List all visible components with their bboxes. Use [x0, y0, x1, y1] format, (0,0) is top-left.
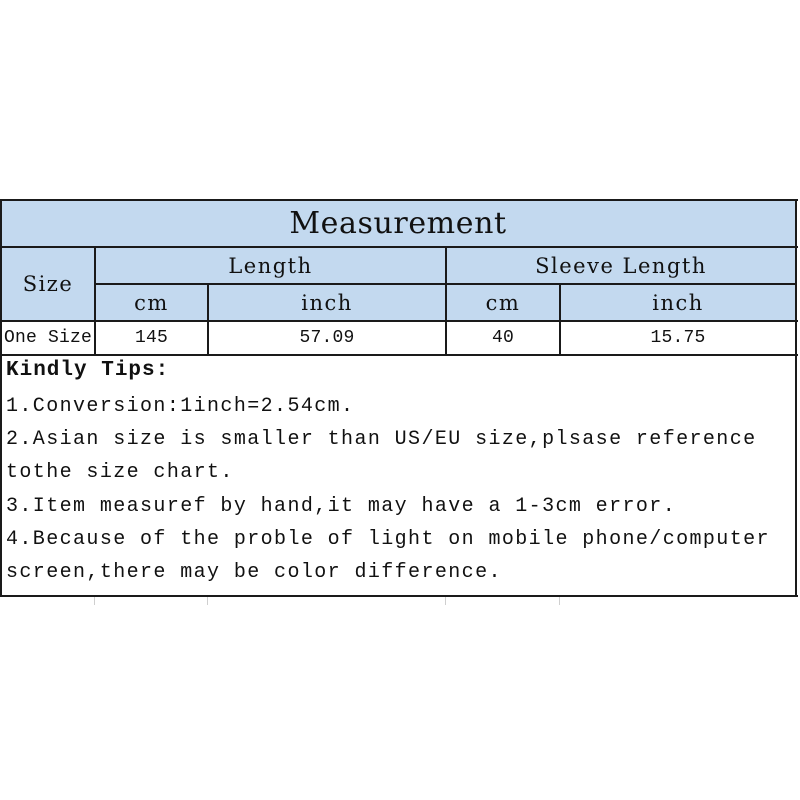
tip-line: screen,there may be color difference. — [6, 561, 502, 584]
tip-line: tothe size chart. — [6, 461, 234, 484]
grid-stub — [94, 597, 95, 605]
tips-heading: Kindly Tips: — [6, 359, 170, 382]
length-cm-header: cm — [134, 290, 169, 315]
table-row-size: One Size — [3, 328, 92, 348]
table-cell-length-cm: 145 — [134, 328, 168, 348]
tip-line: 3.Item measuref by hand,it may have a 1-3cm error. — [6, 495, 677, 518]
table-cell-sleeve-inch: 15.75 — [650, 328, 706, 348]
table-cell-length-inch: 57.09 — [299, 328, 355, 348]
grid-stub — [445, 597, 446, 605]
length-inch-header: inch — [301, 290, 353, 315]
tip-line: 1.Conversion:1inch=2.54cm. — [6, 395, 355, 418]
sleeve-cm-header: cm — [485, 290, 521, 315]
tip-line: 4.Because of the proble of light on mobile phone/computer — [6, 528, 770, 551]
table-title: Measurement — [289, 206, 507, 241]
tip-line: 2.Asian size is smaller than US/EU size,plsase reference — [6, 428, 757, 451]
sleeve-length-header: Sleeve Length — [535, 253, 707, 278]
grid-stub — [559, 597, 560, 605]
size-header: Size — [22, 272, 74, 296]
sleeve-inch-header: inch — [652, 290, 704, 315]
grid-stub — [207, 597, 208, 605]
length-header: Length — [228, 253, 313, 278]
table-cell-sleeve-cm: 40 — [491, 328, 514, 348]
